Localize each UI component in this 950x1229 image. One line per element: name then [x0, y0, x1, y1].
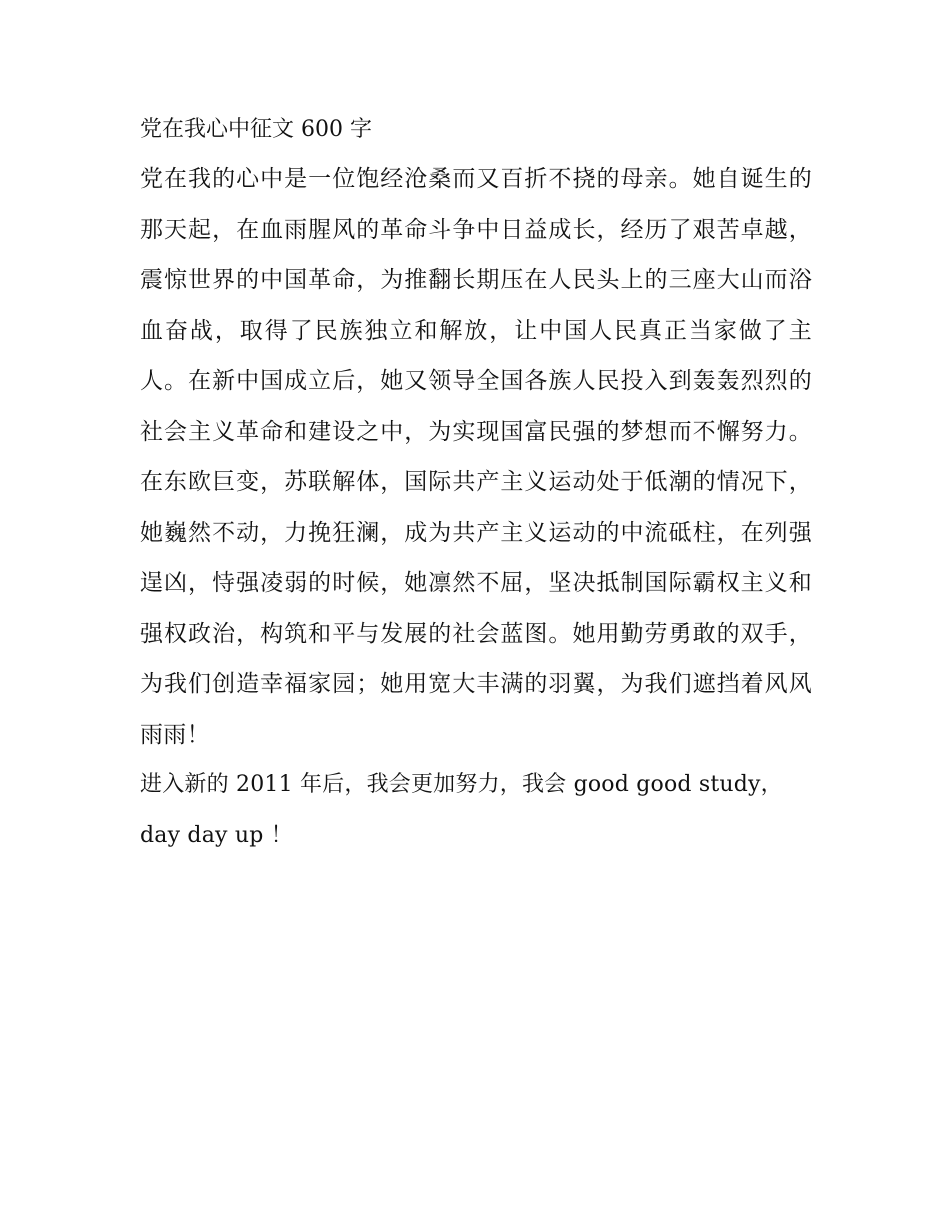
document-title: 党在我心中征文 600 字 — [140, 117, 372, 142]
document-body — [140, 110, 812, 861]
paragraph-1: 党在我的心中是一位饱经沧桑而又百折不挠的母亲。她自诞生的那天起，在血雨腥风的革命斗争中日益成长，经历了艰苦卓越，震惊世界的中国革命，为推翻长期压在人民头上的三座大山而浴血奋战，取得了民族独立和解放，让中国人民真正当家做了主人。在新中国成立后，她又领导全国各族人民投入到轰轰烈烈的社会主义革命和建设之中，为实现国富民强的梦想而不懈努力。在东欧巨变，苏联解体，国际共产主义运动处于低潮的情况下，她巍然不动，力挽狂澜，成为共产主义运动的中流砥柱，在列强逞凶，恃强凌弱的时候，她凛然不屈，坚决抵制国际霸权主义和强权政治，构筑和平与发展的社会蓝图。她用勤劳勇敢的双手，为我们创造幸福家园；她用宽大丰满的羽翼，为我们遮挡着风风雨雨！ — [140, 166, 812, 748]
paragraph-2: 进入新的 2011 年后，我会更加努力，我会 good good study，day day up ！ — [140, 772, 783, 848]
